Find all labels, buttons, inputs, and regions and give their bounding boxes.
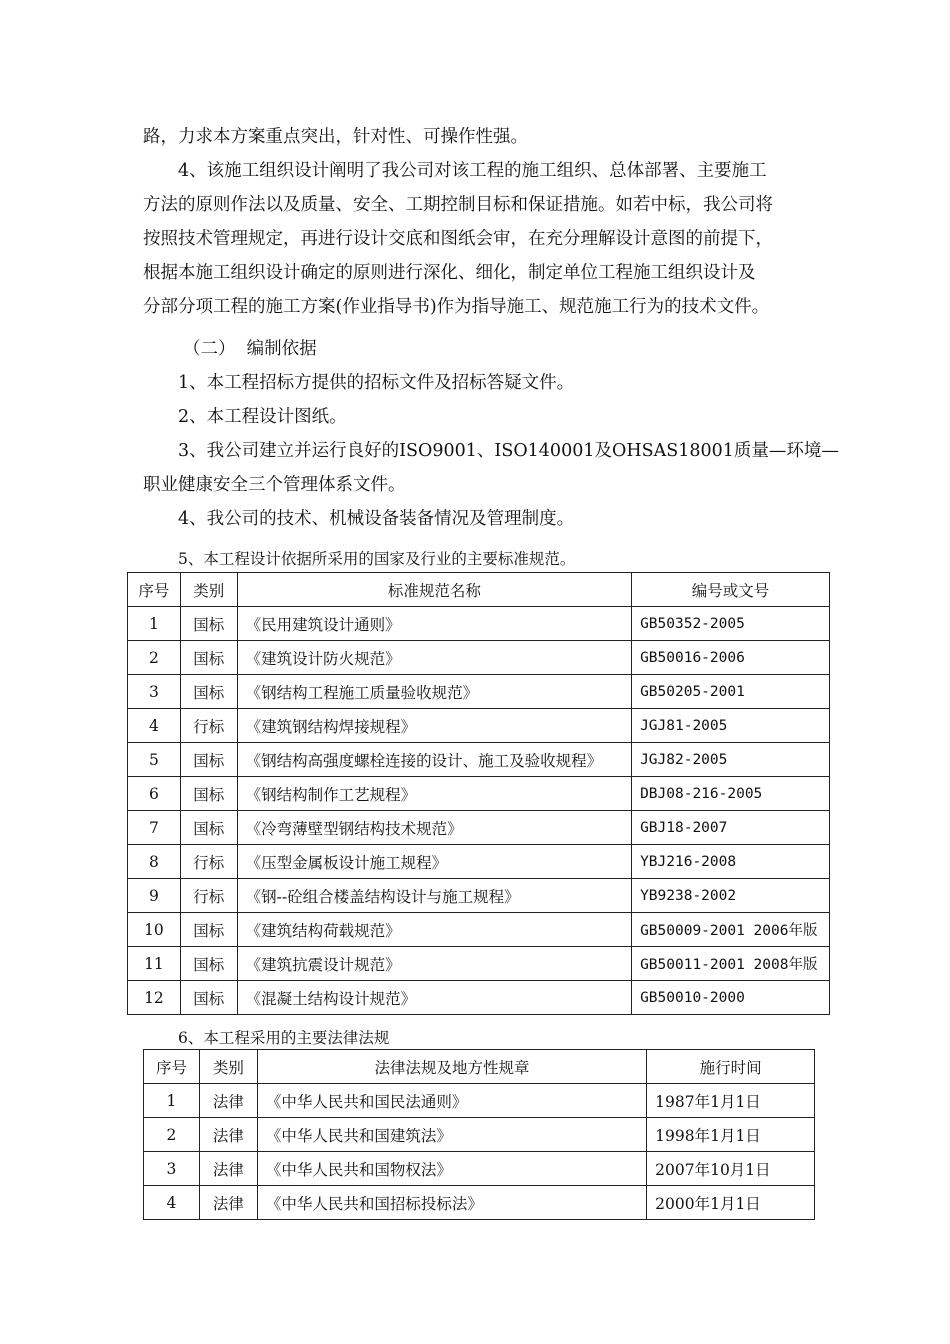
cell-type: 法律: [199, 1186, 257, 1220]
cell-type: 行标: [180, 879, 237, 913]
cell-no: 5: [128, 743, 181, 777]
table-row: [128, 743, 830, 777]
section-heading: [143, 332, 833, 366]
cell-type: 国标: [180, 777, 237, 811]
table-row: [128, 777, 830, 811]
cell-date: 2007年10月1日: [647, 1152, 815, 1186]
table-row: [144, 1084, 815, 1118]
cell-type: 国标: [180, 743, 237, 777]
header-type: 类别: [180, 573, 237, 607]
cell-name: 《冷弯薄壁型钢结构技术规范》: [237, 811, 631, 845]
cell-no: 3: [144, 1152, 200, 1186]
cell-code: GB50205-2001: [632, 675, 830, 709]
header-name: 标准规范名称: [237, 573, 631, 607]
cell-type: 行标: [180, 709, 237, 743]
table-row: [128, 947, 830, 981]
table-row: [128, 981, 830, 1015]
cell-code: GB50010-2000: [632, 981, 830, 1015]
table-row: [144, 1118, 815, 1152]
cell-name: 《民用建筑设计通则》: [237, 607, 631, 641]
cell-name: 《中华人民共和国民法通则》: [257, 1084, 646, 1118]
standards-table-caption: 5、本工程设计依据所采用的国家及行业的主要标准规范。: [178, 550, 576, 568]
cell-date: 1987年1月1日: [647, 1084, 815, 1118]
text-line: 分部分项工程的施工方案(作业指导书)作为指导施工、规范施工行为的技术文件。: [143, 297, 770, 317]
basis-list: [143, 366, 839, 536]
header-type: 类别: [199, 1050, 257, 1084]
text-line: 4、该施工组织设计阐明了我公司对该工程的施工组织、总体部署、主要施工: [178, 161, 767, 181]
cell-name: 《压型金属板设计施工规程》: [237, 845, 631, 879]
cell-no: 2: [128, 641, 181, 675]
text-line: 根据本施工组织设计确定的原则进行深化、细化，制定单位工程施工组织设计及: [143, 263, 756, 283]
cell-type: 行标: [180, 845, 237, 879]
table-row: [128, 811, 830, 845]
cell-type: 国标: [180, 607, 237, 641]
header-name: 法律法规及地方性规章: [257, 1050, 646, 1084]
cell-no: 7: [128, 811, 181, 845]
cell-no: 8: [128, 845, 181, 879]
cell-no: 2: [144, 1118, 200, 1152]
cell-name: 《建筑结构荷载规范》: [237, 913, 631, 947]
cell-name: 《钢结构制作工艺规程》: [237, 777, 631, 811]
cell-type: 法律: [199, 1118, 257, 1152]
cell-no: 12: [128, 981, 181, 1015]
cell-name: 《混凝土结构设计规范》: [237, 981, 631, 1015]
table-header-row: [144, 1050, 815, 1084]
heading-text: （二） 编制依据: [183, 339, 317, 359]
cell-code: GB50016-2006: [632, 641, 830, 675]
cell-no: 9: [128, 879, 181, 913]
cell-code: GB50009-2001 2006年版: [632, 913, 830, 947]
cell-no: 10: [128, 913, 181, 947]
cell-name: 《建筑钢结构焊接规程》: [237, 709, 631, 743]
cell-date: 1998年1月1日: [647, 1118, 815, 1152]
text-line: 路，力求本方案重点突出，针对性、可操作性强。: [143, 127, 528, 147]
cell-type: 国标: [180, 981, 237, 1015]
laws-table: [143, 1049, 815, 1220]
cell-code: JGJ82-2005: [632, 743, 830, 777]
cell-name: 《建筑设计防火规范》: [237, 641, 631, 675]
cell-no: 1: [128, 607, 181, 641]
cell-type: 法律: [199, 1152, 257, 1186]
cell-no: 4: [128, 709, 181, 743]
basis-item-2: 2、本工程设计图纸。: [178, 407, 347, 427]
table-row: [128, 913, 830, 947]
table-row: [128, 879, 830, 913]
paragraph-continuation: [143, 120, 833, 154]
basis-item-3-cont: 职业健康安全三个管理体系文件。: [143, 475, 406, 495]
table-row: [128, 641, 830, 675]
cell-name: 《中华人民共和国物权法》: [257, 1152, 646, 1186]
cell-type: 国标: [180, 675, 237, 709]
cell-code: YBJ216-2008: [632, 845, 830, 879]
cell-type: 国标: [180, 913, 237, 947]
cell-type: 国标: [180, 641, 237, 675]
cell-code: YB9238-2002: [632, 879, 830, 913]
table-row: [128, 845, 830, 879]
cell-name: 《钢结构工程施工质量验收规范》: [237, 675, 631, 709]
text-line: 按照技术管理规定，再进行设计交底和图纸会审，在充分理解设计意图的前提下，: [143, 229, 773, 249]
basis-item-3: 3、我公司建立并运行良好的ISO9001、ISO140001及OHSAS18001质量—环境—: [178, 441, 839, 461]
laws-table-caption: 6、本工程采用的主要法律法规: [178, 1029, 390, 1047]
cell-name: 《建筑抗震设计规范》: [237, 947, 631, 981]
cell-no: 6: [128, 777, 181, 811]
standards-table: [127, 572, 830, 1015]
header-date: 施行时间: [647, 1050, 815, 1084]
text-line: 方法的原则作法以及质量、安全、工期控制目标和保证措施。如若中标，我公司将: [143, 195, 773, 215]
cell-code: JGJ81-2005: [632, 709, 830, 743]
cell-type: 国标: [180, 947, 237, 981]
paragraph-item-4: [143, 154, 833, 324]
table-row: [128, 675, 830, 709]
cell-name: 《钢结构高强度螺栓连接的设计、施工及验收规程》: [237, 743, 631, 777]
cell-no: 1: [144, 1084, 200, 1118]
cell-code: GBJ18-2007: [632, 811, 830, 845]
cell-name: 《钢--砼组合楼盖结构设计与施工规程》: [237, 879, 631, 913]
table-row: [128, 709, 830, 743]
cell-code: GB50011-2001 2008年版: [632, 947, 830, 981]
basis-item-4: 4、我公司的技术、机械设备装备情况及管理制度。: [178, 509, 575, 529]
cell-type: 法律: [199, 1084, 257, 1118]
header-no: 序号: [128, 573, 181, 607]
cell-name: 《中华人民共和国招标投标法》: [257, 1186, 646, 1220]
table-header-row: [128, 573, 830, 607]
cell-code: DBJ08-216-2005: [632, 777, 830, 811]
cell-type: 国标: [180, 811, 237, 845]
table-row: [144, 1186, 815, 1220]
header-code: 编号或文号: [632, 573, 830, 607]
cell-code: GB50352-2005: [632, 607, 830, 641]
table-row: [144, 1152, 815, 1186]
cell-no: 3: [128, 675, 181, 709]
cell-name: 《中华人民共和国建筑法》: [257, 1118, 646, 1152]
basis-item-1: 1、本工程招标方提供的招标文件及招标答疑文件。: [178, 373, 575, 393]
cell-date: 2000年1月1日: [647, 1186, 815, 1220]
cell-no: 4: [144, 1186, 200, 1220]
table-row: [128, 607, 830, 641]
cell-no: 11: [128, 947, 181, 981]
header-no: 序号: [144, 1050, 200, 1084]
